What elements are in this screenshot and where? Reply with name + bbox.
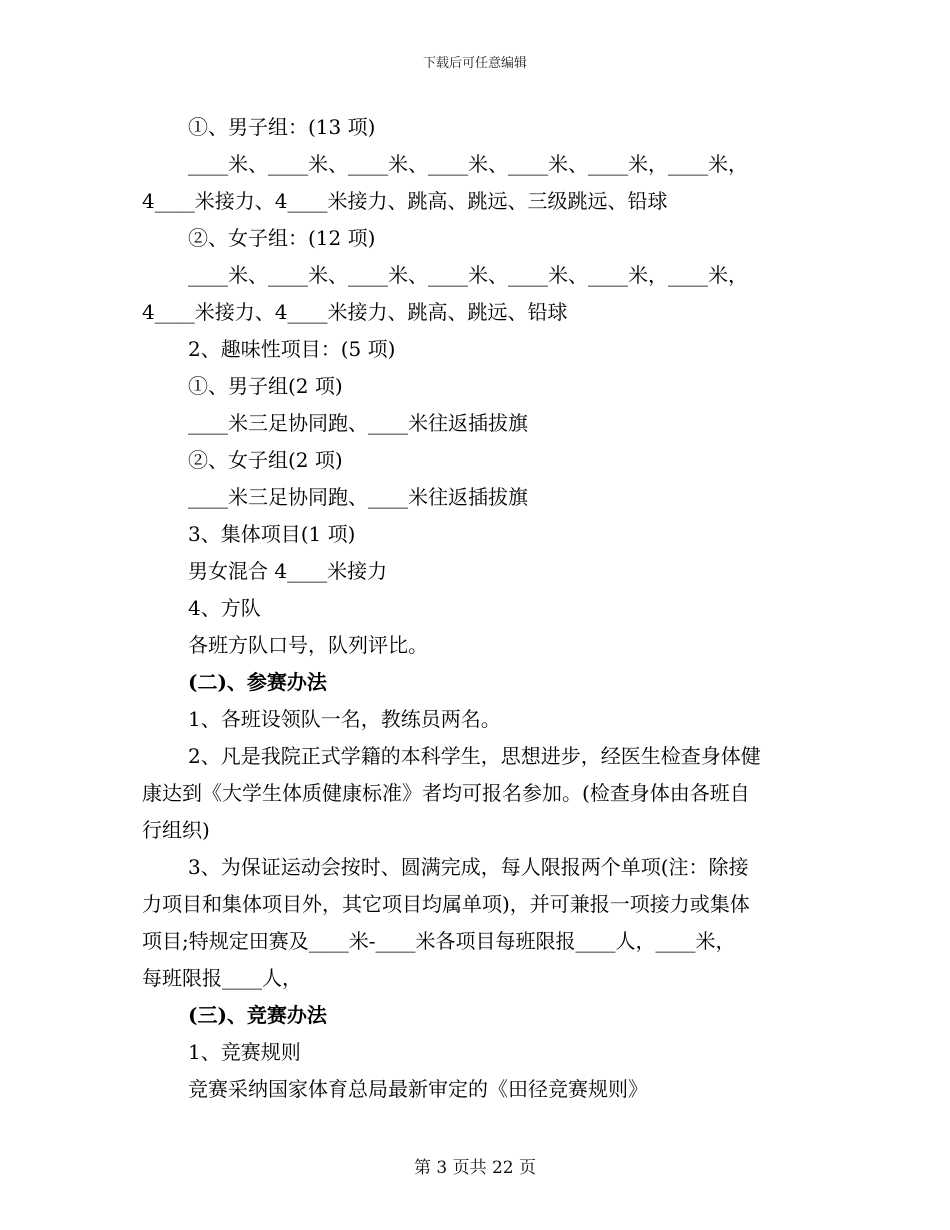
- text-line: 1、各班设领队一名，教练员两名。: [188, 707, 501, 731]
- text-line: 男女混合 4____米接力: [188, 559, 388, 583]
- section-heading: (二)、参赛办法: [188, 670, 327, 694]
- text-line: 2、凡是我院正式学籍的本科学生，思想进步，经医生检查身体健: [188, 744, 761, 768]
- text-line: ____米、____米、____米、____米、____米、____米，____米，: [188, 152, 748, 176]
- page-footer: 第 3 页共 22 页: [413, 1158, 537, 1178]
- text-line: 各班方队口号，队列评比。: [188, 633, 428, 657]
- text-line: 4____米接力、4____米接力、跳高、跳远、铅球: [142, 300, 568, 324]
- text-line: ____米、____米、____米、____米、____米、____米，____米，: [188, 263, 748, 287]
- text-line: 4、方队: [188, 596, 261, 620]
- text-line: 3、集体项目(1 项): [188, 522, 356, 546]
- document-body: [142, 109, 810, 1108]
- text-line: 2、趣味性项目：(5 项): [188, 337, 396, 361]
- text-line: 项目;特规定田赛及____米-____米各项目每班限报____人，____米，: [142, 929, 736, 953]
- text-line: 3、为保证运动会按时、圆满完成，每人限报两个单项(注：除接: [188, 855, 749, 879]
- text-line: ①、男子组：(13 项): [188, 115, 376, 139]
- text-line: ____米三足协同跑、____米往返插拔旗: [188, 411, 528, 435]
- text-line: ②、女子组(2 项): [188, 448, 343, 472]
- text-line: 1、竞赛规则: [188, 1040, 301, 1064]
- text-line: 行组织): [142, 818, 210, 842]
- text-line: ____米三足协同跑、____米往返插拔旗: [188, 485, 528, 509]
- text-line: 每班限报____人，: [142, 966, 302, 990]
- section-heading: (三)、竞赛办法: [188, 1003, 327, 1027]
- text-line: 竞赛采纳国家体育总局最新审定的《田径竞赛规则》: [188, 1077, 648, 1101]
- text-line: 康达到《大学生体质健康标准》者均可报名参加。(检查身体由各班自: [142, 781, 750, 805]
- page-header: 下载后可任意编辑: [422, 56, 527, 71]
- text-line: 力项目和集体项目外，其它项目均属单项)，并可兼报一项接力或集体: [142, 892, 750, 916]
- text-line: 4____米接力、4____米接力、跳高、跳远、三级跳远、铅球: [142, 189, 668, 213]
- text-line: ②、女子组：(12 项): [188, 226, 376, 250]
- text-line: ①、男子组(2 项): [188, 374, 343, 398]
